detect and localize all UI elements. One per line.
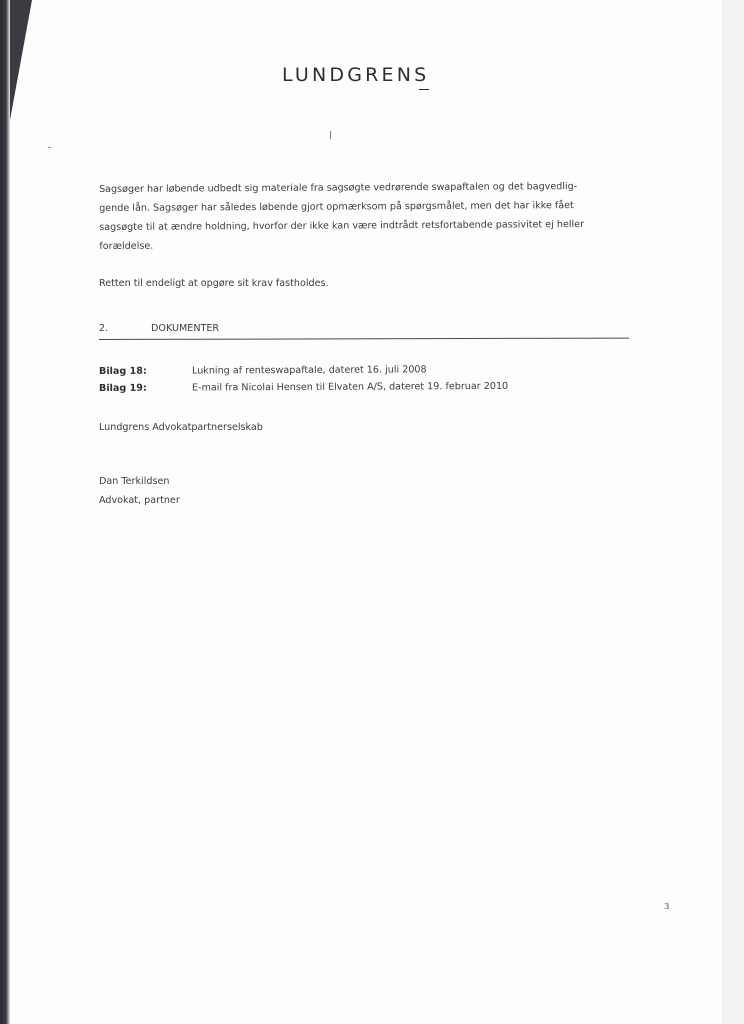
paragraph-line: Sagsøger har løbende udbedt sig materiale fra sagsøgte vedrørende swapaftalen og det bagvedlig-	[99, 181, 578, 195]
page-number: 3	[664, 902, 670, 912]
section-number: 2.	[99, 323, 109, 334]
signer-title: Advokat, partner	[99, 495, 180, 506]
section-heading	[99, 323, 219, 334]
paragraph-line: sagsøgte til at ændre holdning, hvorfor der ikke kan være indtrådt retsfortabende passivitet ej heller	[99, 219, 585, 233]
company-logo: LUNDGRENS	[282, 64, 430, 86]
scan-edge-left	[0, 0, 10, 1024]
attachment-label: Bilag 18:	[99, 365, 147, 377]
attachment-description: E-mail fra Nicolai Hensen til Elvaten A/S, dateret 19. februar 2010	[191, 380, 509, 394]
signer-name: Dan Terkildsen	[99, 476, 170, 487]
folded-corner	[10, 0, 32, 120]
paragraph-line: gende lån. Sagsøger har således løbende gjort opmærksom på spørgsmålet, men det har ikke fået	[99, 200, 574, 214]
paragraph-claim: Retten til endeligt at opgøre sit krav fastholdes.	[99, 278, 329, 289]
logo-underline	[419, 89, 429, 90]
attachment-description: Lukning af renteswapaftale, dateret 16. juli 2008	[191, 364, 427, 377]
scan-speck	[48, 147, 51, 148]
document-page	[10, 0, 722, 1024]
section-divider	[99, 338, 629, 340]
scan-edge-right	[722, 0, 744, 1024]
attachment-row	[99, 381, 508, 394]
section-title: DOKUMENTER	[151, 323, 220, 334]
signature-block	[99, 472, 180, 510]
attachment-row	[99, 364, 427, 377]
paragraph-passivity	[99, 177, 584, 256]
firm-name: Lundgrens Advokatpartnerselskab	[99, 422, 263, 433]
attachment-label: Bilag 19:	[99, 382, 147, 394]
scan-mark	[330, 131, 331, 139]
paragraph-line: forældelse.	[99, 240, 154, 252]
